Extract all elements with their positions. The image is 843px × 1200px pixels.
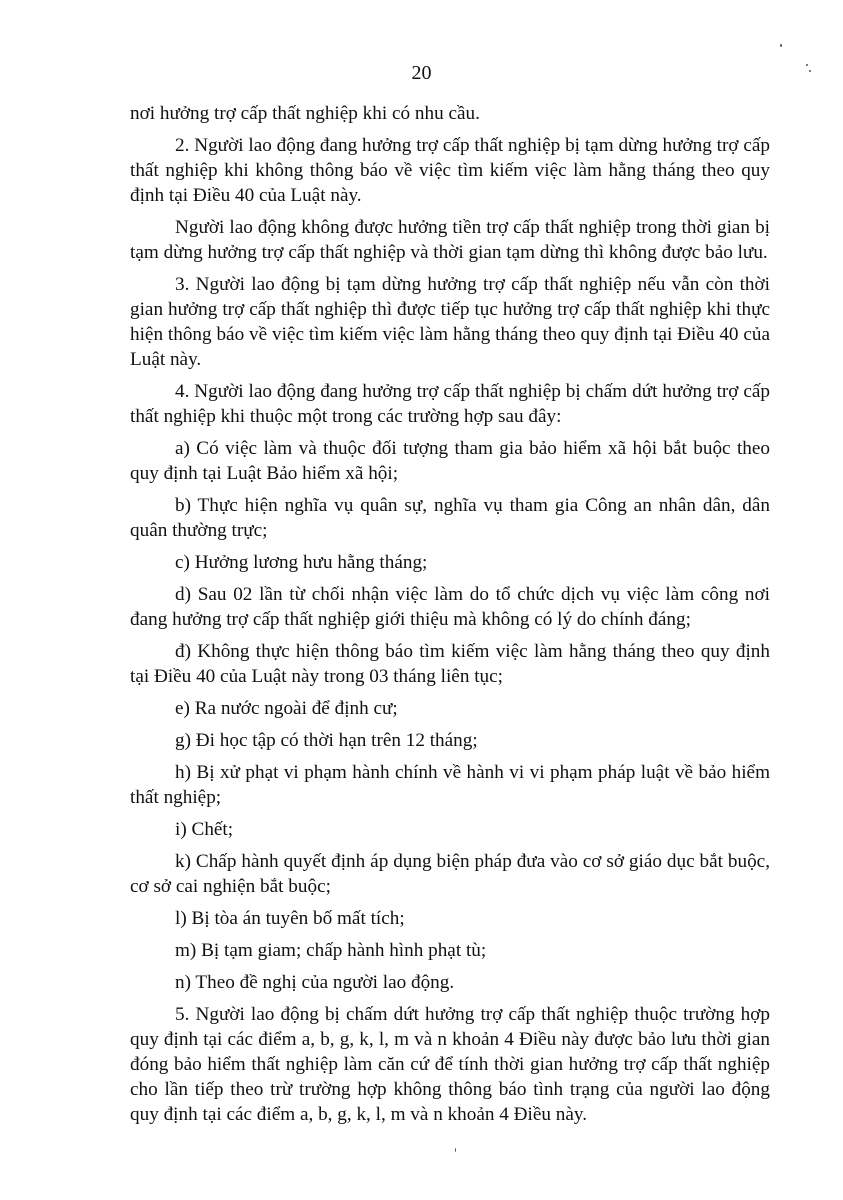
clause-3: 3. Người lao động bị tạm dừng hưởng trợ cấp thất nghiệp nếu vẫn còn thời gian hưởng trợ cấp thất nghiệp thì được tiếp tục hưởng trợ cấp thất nghiệp khi thực hiện thông báo về việc tìm kiếm việc làm hằng tháng theo quy định tại Điều 40 của Luật này.	[130, 274, 770, 370]
clause-4-point-c: c) Hưởng lương hưu hằng tháng;	[175, 552, 428, 573]
scan-speck	[455, 1148, 456, 1152]
clause-4-point-d: d) Sau 02 lần từ chối nhận việc làm do tổ chức dịch vụ việc làm công nơi đang hưởng trợ cấp thất nghiệp giới thiệu mà không có lý do chính đáng;	[130, 584, 770, 630]
page-number: 20	[411, 62, 432, 84]
clause-2-note: Người lao động không được hưởng tiền trợ cấp thất nghiệp trong thời gian bị tạm dừng hưởng trợ cấp thất nghiệp và thời gian tạm dừng thì không được bảo lưu.	[130, 217, 770, 263]
clause-2: 2. Người lao động đang hưởng trợ cấp thất nghiệp bị tạm dừng hưởng trợ cấp thất nghiệp khi không thông báo về việc tìm kiếm việc làm hằng tháng theo quy định tại Điều 40 của Luật này.	[130, 135, 770, 206]
clause-4-point-n: n) Theo đề nghị của người lao động.	[175, 972, 455, 993]
clause-4-point-i: i) Chết;	[175, 819, 234, 840]
scan-speck	[780, 44, 782, 47]
paragraph-continuation: nơi hưởng trợ cấp thất nghiệp khi có nhu cầu.	[130, 103, 480, 124]
document-body	[130, 101, 770, 1134]
clause-4-point-b: b) Thực hiện nghĩa vụ quân sự, nghĩa vụ tham gia Công an nhân dân, dân quân thường trực;	[130, 495, 770, 541]
scan-speck	[809, 70, 811, 72]
clause-4-point-h: h) Bị xử phạt vi phạm hành chính về hành vi vi phạm pháp luật về bảo hiểm thất nghiệp;	[130, 762, 770, 808]
clause-4-point-dd: đ) Không thực hiện thông báo tìm kiếm việc làm hằng tháng theo quy định tại Điều 40 của Luật này trong 03 tháng liên tục;	[130, 641, 770, 687]
clause-5: 5. Người lao động bị chấm dứt hưởng trợ cấp thất nghiệp thuộc trường hợp quy định tại các điểm a, b, g, k, l, m và n khoản 4 Điều này được bảo lưu thời gian đóng bảo hiểm thất nghiệp làm căn cứ để tính thời gian hưởng trợ cấp thất nghiệp cho lần tiếp theo trừ trường hợp không thông báo tình trạng của người lao động quy định tại các điểm a, b, g, k, l, m và n khoản 4 Điều này.	[130, 1004, 770, 1125]
clause-4-point-e: e) Ra nước ngoài để định cư;	[175, 698, 398, 719]
clause-4-point-m: m) Bị tạm giam; chấp hành hình phạt tù;	[175, 940, 487, 961]
clause-4-point-g: g) Đi học tập có thời hạn trên 12 tháng;	[175, 730, 478, 751]
clause-4-point-l: l) Bị tòa án tuyên bố mất tích;	[175, 908, 405, 929]
scan-speck	[806, 64, 808, 66]
clause-4-point-a: a) Có việc làm và thuộc đối tượng tham gia bảo hiểm xã hội bắt buộc theo quy định tại Luật Bảo hiểm xã hội;	[130, 438, 770, 484]
clause-4: 4. Người lao động đang hưởng trợ cấp thất nghiệp bị chấm dứt hưởng trợ cấp thất nghiệp khi thuộc một trong các trường hợp sau đây:	[130, 381, 770, 427]
clause-4-point-k: k) Chấp hành quyết định áp dụng biện pháp đưa vào cơ sở giáo dục bắt buộc, cơ sở cai nghiện bắt buộc;	[130, 851, 770, 897]
